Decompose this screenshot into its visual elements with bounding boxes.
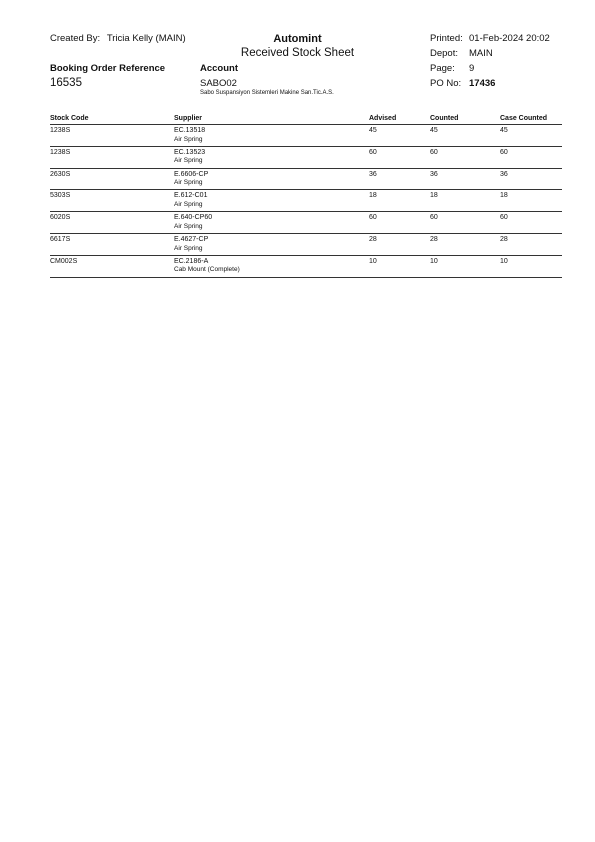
stock-code-cell: 6617S bbox=[50, 236, 71, 243]
stock-code-cell: CM002S bbox=[50, 257, 78, 265]
created-by-value: Tricia Kelly (MAIN) bbox=[106, 33, 186, 44]
stock-code-cell: 1238S bbox=[50, 127, 71, 134]
report-title: Automint bbox=[273, 33, 322, 45]
case-counted-cell: 60 bbox=[500, 214, 508, 222]
description-cell: Air Spring bbox=[174, 200, 203, 208]
row-divider bbox=[50, 277, 562, 278]
case-counted-cell: 28 bbox=[500, 236, 508, 243]
case-counted-cell: 60 bbox=[500, 148, 508, 156]
booking-ref-label: Booking Order Reference bbox=[50, 63, 166, 74]
stock-code-cell: 1238S bbox=[50, 148, 71, 156]
advised-cell: 18 bbox=[369, 192, 377, 200]
supplier-code-cell: EC.2186-A bbox=[174, 257, 209, 265]
description-cell: Cab Mount (Complete) bbox=[174, 266, 240, 274]
stock-code-cell: 6020S bbox=[50, 214, 71, 222]
supplier-code-cell: E.4627-CP bbox=[174, 236, 209, 243]
col-case-counted: Case Counted bbox=[500, 115, 548, 122]
po-label: PO No: bbox=[430, 78, 462, 89]
report-subtitle: Received Stock Sheet bbox=[240, 47, 355, 59]
account-label: Account bbox=[200, 63, 238, 74]
advised-cell: 60 bbox=[369, 214, 377, 222]
header-divider bbox=[50, 124, 562, 125]
row-divider bbox=[50, 233, 562, 234]
advised-cell: 60 bbox=[369, 148, 377, 156]
col-stock-code: Stock Code bbox=[50, 115, 89, 122]
stock-code-cell: 2630S bbox=[50, 170, 71, 178]
counted-cell: 45 bbox=[430, 127, 438, 134]
supplier-code-cell: E.640-CP60 bbox=[174, 214, 213, 222]
depot-value: MAIN bbox=[469, 48, 493, 59]
advised-cell: 10 bbox=[369, 257, 377, 265]
printed-label: Printed: bbox=[430, 33, 463, 44]
col-supplier: Supplier bbox=[174, 115, 203, 122]
advised-cell: 28 bbox=[369, 236, 377, 243]
case-counted-cell: 18 bbox=[500, 192, 508, 200]
printed-value: 01-Feb-2024 20:02 bbox=[469, 33, 550, 44]
counted-cell: 60 bbox=[430, 148, 438, 156]
col-advised: Advised bbox=[369, 115, 397, 122]
case-counted-cell: 36 bbox=[500, 170, 508, 178]
row-divider bbox=[50, 211, 562, 212]
created-by-label: Created By: bbox=[50, 33, 101, 44]
supplier-code-cell: EC.13518 bbox=[174, 127, 206, 134]
counted-cell: 60 bbox=[430, 214, 438, 222]
counted-cell: 10 bbox=[430, 257, 438, 265]
stock-code-cell: 5303S bbox=[50, 192, 71, 200]
po-number: 17436 bbox=[469, 78, 496, 89]
row-divider bbox=[50, 255, 562, 256]
page-label: Page: bbox=[430, 63, 455, 74]
description-cell: Air Spring bbox=[174, 179, 203, 187]
col-counted: Counted bbox=[430, 115, 459, 122]
description-cell: Air Spring bbox=[174, 222, 203, 230]
advised-cell: 45 bbox=[369, 127, 377, 134]
description-cell: Air Spring bbox=[174, 157, 203, 165]
supplier-code-cell: E.612-C01 bbox=[174, 192, 208, 200]
supplier-code-cell: EC.13523 bbox=[174, 148, 206, 156]
supplier-code-cell: E.6606-CP bbox=[174, 170, 209, 178]
page-number: 9 bbox=[469, 63, 475, 74]
case-counted-cell: 10 bbox=[500, 257, 508, 265]
row-divider bbox=[50, 189, 562, 190]
counted-cell: 36 bbox=[430, 170, 438, 178]
counted-cell: 18 bbox=[430, 192, 438, 200]
depot-label: Depot: bbox=[430, 48, 458, 59]
advised-cell: 36 bbox=[369, 170, 377, 178]
case-counted-cell: 45 bbox=[500, 127, 508, 134]
description-cell: Air Spring bbox=[174, 135, 203, 143]
description-cell: Air Spring bbox=[174, 244, 203, 252]
account-code: SABO02 bbox=[200, 78, 237, 89]
row-divider bbox=[50, 146, 562, 147]
counted-cell: 28 bbox=[430, 236, 438, 243]
booking-ref-value: 16535 bbox=[50, 77, 82, 89]
row-divider bbox=[50, 168, 562, 169]
account-name: Sabo Suspansiyon Sistemleri Makine San.Tic.A.S. bbox=[200, 90, 334, 96]
